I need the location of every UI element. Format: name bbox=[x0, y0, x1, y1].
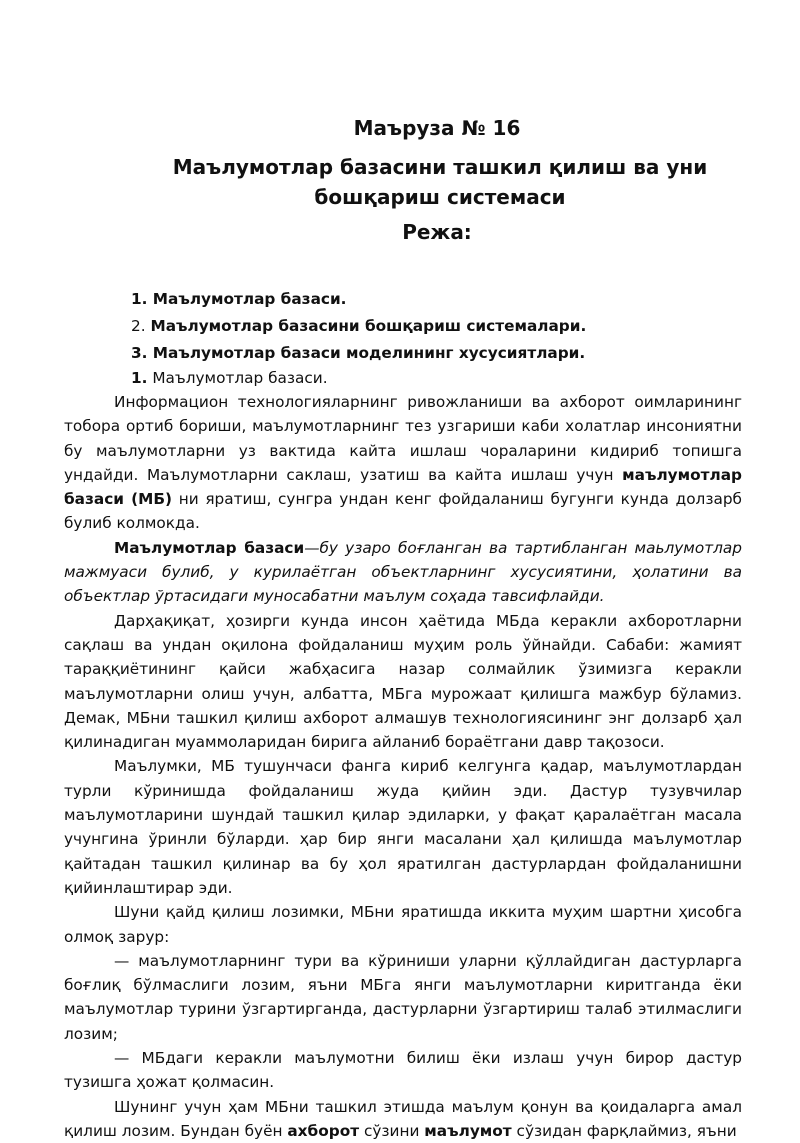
paragraph-1 bbox=[64, 390, 742, 536]
term-information: ахборот bbox=[287, 1121, 360, 1140]
plan-item-1: 1. Маълумотлар базаси. bbox=[131, 290, 347, 308]
paragraph-6: — маълумотларнинг тури ва кўриниши уларни қўллайдиган дастурларга боғлиқ бўлмаслиги лозим, яъни МБга янги маълумотларни киритганда ёки маълумотлар турини ўзгартирганда, дастурларни ўзгартириш талаб этилмаслиги лозим; bbox=[64, 951, 742, 1043]
definition-text: —бу узаро боғланган ва тартибланган маьлумотлар мажмуаси булиб, у курилаётган объектларнинг хусусиятини, ҳолатини ва объектлар ўртасидаги муносабатни маълум соҳада тавсифлайди. bbox=[64, 538, 742, 606]
paragraph-2 bbox=[64, 536, 742, 609]
plan-item-2-number: 2. bbox=[131, 317, 151, 335]
paragraph-4: Маълумки, МБ тушунчаси фанга кириб келгунга қадар, маълумотлардан турли кўринишда фойдаланиш жуда қийин эди. Дастур тузувчилар маълумотларини шундай ташкил қилар эдиларки, у фақат қаралаётган масала учунгина ўринли бўларди. ҳар бир янги масалани ҳал қилишда маълумотлар қайтадан ташкил қилинар ва бу ҳол яратилган дастурлардан фойдаланишни қийинлаштирар эди. bbox=[64, 757, 742, 897]
paragraph-8 bbox=[64, 1095, 742, 1143]
main-title: Маълумотлар базасини ташкил қилиш ва уни бошқариш системаси bbox=[172, 155, 708, 209]
paragraph-8-mid: сўзини bbox=[359, 1121, 425, 1140]
plan-title: Режа: bbox=[402, 220, 472, 244]
paragraph-8-end: сўзидан фарқлаймиз, яъни bbox=[511, 1121, 737, 1140]
plan-list bbox=[131, 286, 586, 389]
paragraph-8-text: Шунинг учун ҳам МБни ташкил этишда маълум қонун ва қоидаларга амал қилиш лозим. Бундан буён bbox=[64, 1097, 742, 1140]
term-data: маълумот bbox=[424, 1121, 512, 1140]
plan-item-2 bbox=[131, 313, 586, 340]
paragraph-7: — МБдаги керакли маълумотни билиш ёки излаш учун бирор дастур тузишга ҳожат қолмасин. bbox=[64, 1049, 742, 1092]
section-title: Маълумотлар базаси. bbox=[147, 369, 328, 387]
definition-term: Маълумотлар базаси bbox=[114, 538, 305, 557]
body-text bbox=[64, 390, 742, 1143]
plan-item-3: 3. Маълумотлар базаси моделининг хусусиятлари. bbox=[131, 344, 586, 362]
paragraph-1-end: ни яратиш, сунгра ундан кенг фойдаланиш бугунги кунда долзарб булиб колмокда. bbox=[64, 490, 742, 533]
paragraph-5: Шуни қайд қилиш лозимки, МБни яратишда иккита муҳим шартни ҳисобга олмоқ зарур: bbox=[64, 903, 742, 946]
section-number: 1. bbox=[131, 369, 148, 387]
paragraph-3: Дарҳақиқат, ҳозирги кунда инсон ҳаётида МБда керакли ахборотларни сақлаш ва ундан оқилона фойдаланиш муҳим роль ўйнайди. Сабаби: жамият тараққиётининг қайси жабҳасига назар солмайлик ўзимизга керакли маълумотларни олиш учун, албатта, МБга мурожаат қилишга мажбур бўламиз. Демак, МБни ташкил қилиш ахборот алмашув технологиясининг энг долзарб ҳал қилинадиган муаммоларидан бирига айланиб бораётгани давр тақозоси. bbox=[64, 611, 742, 752]
paragraph-1-term: маълумотлар базаси (МБ) bbox=[64, 465, 742, 509]
plan-item-2-text: Маълумотлар базасини бошқариш системалари. bbox=[150, 317, 587, 335]
section-heading bbox=[131, 367, 586, 389]
paragraph-1-text: Информацион технологияларнинг ривожланиши ва ахборот оимларининг тобора ортиб бориши, маълумотларнинг тез узгариши каби холатлар инсониятни бу маълумотларни уз вактида кайта ишлаш чораларини кидириб топишга ундайди. Маълумотларни саклаш, узатиш ва кайта ишлаш учун bbox=[64, 393, 742, 484]
lecture-title: Маъруза № 16 bbox=[353, 116, 521, 140]
